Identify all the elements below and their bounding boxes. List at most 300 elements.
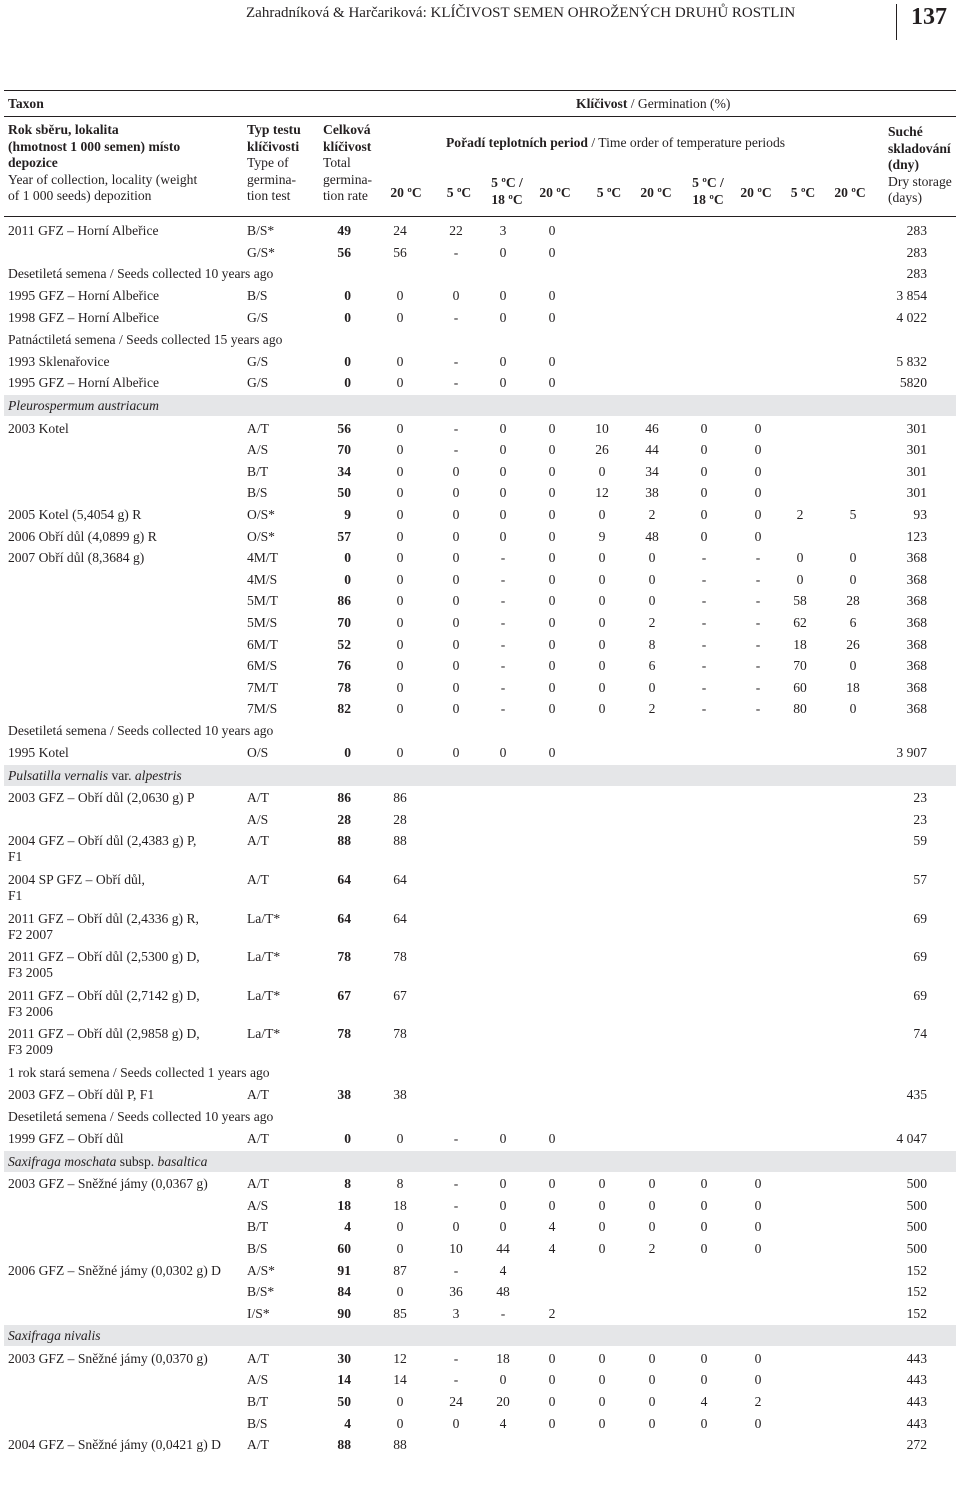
germination-cell: 4: [548, 1219, 556, 1235]
total-germination-cell: 86: [337, 593, 351, 609]
germination-cell: 56: [393, 244, 407, 260]
header-test-cz-2: klíčivosti: [247, 138, 300, 154]
germination-cell: 0: [754, 1219, 762, 1235]
total-germination-cell: 64: [337, 872, 351, 887]
germination-cell: 0: [700, 1197, 708, 1213]
germination-cell: -: [453, 1176, 459, 1192]
test-type-cell: I/S*: [247, 1305, 270, 1321]
dry-storage-cell: 301: [906, 442, 927, 458]
temp-header-2: [434, 184, 484, 201]
germination-cell: 0: [849, 701, 857, 717]
germination-cell: 0: [548, 420, 556, 436]
germination-cell: 0: [598, 1350, 606, 1366]
test-type-cell: La/T*: [247, 949, 281, 965]
total-germination-cell: 0: [344, 1131, 351, 1146]
collection-cell: 1999 GFZ – Obří důl: [8, 1131, 124, 1146]
dry-storage-cell: 3 907: [896, 745, 927, 761]
germination-cell: 0: [396, 658, 404, 674]
germination-cell: 0: [548, 244, 556, 260]
germination-cell: 0: [700, 442, 708, 458]
germination-cell: 0: [499, 310, 507, 325]
germination-cell: 0: [754, 1197, 762, 1213]
temp-header-line: 18 ºC: [491, 192, 523, 207]
germination-cell: 0: [598, 1197, 606, 1213]
total-germination-cell: 4: [344, 1415, 351, 1431]
germination-cell: 2: [648, 701, 656, 717]
germination-cell: -: [500, 679, 506, 695]
header-total-column: [323, 122, 372, 205]
temp-header-line: 18 ºC: [692, 192, 724, 207]
test-type-cell: B/T: [247, 1394, 269, 1409]
species-name-genus: Pulsatilla vernalis: [8, 767, 109, 783]
header-temp-order: [446, 136, 785, 150]
header-total-en-3: tion rate: [323, 188, 368, 203]
collection-cell: 2011 GFZ – Horní Albeřice: [8, 223, 159, 238]
germination-cell: 14: [393, 1372, 407, 1388]
collection-cell: 2004 SP GFZ – Obří důl,: [8, 872, 145, 887]
germination-cell: -: [701, 571, 707, 587]
germination-cell: 0: [452, 528, 460, 544]
species-name: [8, 1329, 101, 1343]
germination-cell: 8: [396, 1176, 404, 1192]
germination-cell: 0: [598, 506, 606, 522]
total-germination-cell: 50: [337, 1394, 351, 1409]
germination-cell: 9: [598, 528, 606, 544]
temp-header-10: [825, 184, 875, 201]
germination-cell: -: [755, 614, 761, 630]
test-type-cell: La/T*: [247, 910, 281, 926]
header-storage-column: [888, 124, 952, 207]
germination-cell: 0: [648, 593, 656, 609]
test-type-cell: La/T*: [247, 1026, 281, 1042]
collection-cell: 2003 GFZ – Sněžné jámy (0,0367 g): [8, 1176, 208, 1192]
collection-cell: 2004 GFZ – Sněžné jámy (0,0421 g) D: [8, 1437, 221, 1453]
dry-storage-cell: 23: [913, 811, 927, 827]
germination-cell: 0: [548, 1350, 556, 1366]
header-bottom-rule: [4, 216, 956, 217]
header-storage-en-1: Dry storage: [888, 173, 952, 189]
test-type-cell: B/S: [247, 1240, 268, 1256]
test-type-cell: 6M/T: [247, 636, 278, 652]
germination-cell: -: [701, 701, 707, 717]
page-number: 137: [911, 4, 947, 30]
germination-cell: 2: [548, 1305, 556, 1321]
dry-storage-cell: 152: [906, 1305, 927, 1321]
germination-cell: 0: [598, 1219, 606, 1235]
germination-cell: 0: [648, 1219, 656, 1235]
germination-cell: 0: [499, 244, 507, 260]
germination-cell: 0: [700, 1415, 708, 1431]
germination-cell: -: [500, 1305, 506, 1321]
germination-cell: 26: [846, 636, 860, 652]
germination-cell: -: [755, 593, 761, 609]
germination-cell: 0: [700, 1372, 708, 1388]
germination-cell: -: [453, 442, 459, 458]
germination-cell: 5: [849, 506, 857, 522]
germination-cell: -: [453, 1131, 459, 1146]
test-type-cell: A/S: [247, 442, 269, 458]
germination-cell: 38: [393, 1087, 407, 1103]
total-germination-cell: 0: [344, 288, 351, 304]
germination-cell: 0: [499, 353, 507, 369]
germination-cell: 0: [700, 420, 708, 436]
test-type-cell: B/S*: [247, 1284, 275, 1300]
header-storage-cz-2: skladování: [888, 140, 951, 156]
germination-cell: 0: [754, 1240, 762, 1256]
germination-cell: 26: [595, 442, 609, 458]
germination-cell: 67: [393, 987, 407, 1003]
total-germination-cell: 9: [344, 506, 351, 522]
collection-cell-line2: F1: [8, 888, 23, 903]
germination-cell: 36: [449, 1284, 463, 1300]
germination-cell: 0: [548, 745, 556, 761]
germination-cell: 2: [648, 1240, 656, 1256]
germination-cell: 44: [496, 1240, 510, 1256]
germination-cell: 20: [496, 1394, 510, 1409]
test-type-cell: A/S: [247, 1372, 269, 1388]
species-name-infra: alpestris: [134, 767, 182, 783]
germination-cell: 0: [499, 1372, 507, 1388]
total-germination-cell: 88: [337, 1437, 351, 1453]
germination-cell: 48: [496, 1284, 510, 1300]
germination-cell: 0: [548, 636, 556, 652]
collection-cell: 2004 GFZ – Obří důl (2,4383 g) P,: [8, 833, 197, 849]
test-type-cell: A/S*: [247, 1262, 275, 1278]
germination-cell: 0: [754, 442, 762, 458]
germination-cell: 0: [499, 1176, 507, 1192]
germination-cell: 0: [648, 550, 656, 566]
germination-cell: 0: [648, 1350, 656, 1366]
germination-cell: 0: [499, 420, 507, 436]
header-storage-cz-1: Suché: [888, 124, 923, 139]
collection-cell: 2006 GFZ – Sněžné jámy (0,0302 g) D: [8, 1262, 221, 1278]
dry-storage-cell: 368: [906, 550, 927, 566]
total-germination-cell: 91: [337, 1262, 351, 1278]
collection-cell-line2: F3 2006: [8, 1003, 53, 1019]
germination-cell: 0: [396, 1415, 404, 1431]
temp-header-6: [631, 184, 681, 201]
germination-cell: 12: [393, 1350, 407, 1366]
temp-header-line: 20 ºC: [539, 185, 571, 200]
total-germination-cell: 78: [337, 1026, 351, 1042]
total-germination-cell: 86: [337, 790, 351, 806]
test-type-cell: 5M/S: [247, 614, 278, 630]
germination-cell: 0: [452, 463, 460, 479]
germination-cell: 78: [393, 949, 407, 965]
total-germination-cell: 82: [337, 701, 351, 717]
germination-cell: 0: [598, 1176, 606, 1192]
header-germination-en: / Germination (%): [627, 96, 731, 111]
header-storage-cz-3: (dny): [888, 157, 919, 172]
collection-cell: 1993 Sklenařovice: [8, 353, 110, 369]
germination-cell: 0: [548, 485, 556, 501]
temp-header-line: 20 ºC: [390, 185, 422, 200]
test-type-cell: A/T: [247, 1087, 269, 1103]
germination-cell: 80: [793, 701, 807, 717]
test-type-cell: 7M/S: [247, 701, 278, 717]
germination-cell: 0: [754, 1372, 762, 1388]
dry-storage-cell: 500: [906, 1176, 927, 1192]
header-temp-order-en: / Time order of temperature periods: [587, 135, 786, 150]
germination-cell: 2: [754, 1394, 762, 1409]
germination-cell: 70: [793, 658, 807, 674]
total-germination-cell: 67: [337, 987, 351, 1003]
total-germination-cell: 34: [337, 463, 351, 479]
species-name-infra: basaltica: [157, 1153, 208, 1169]
test-type-cell: A/T: [247, 833, 269, 849]
test-type-cell: A/T: [247, 1131, 269, 1146]
germination-cell: 0: [648, 571, 656, 587]
test-type-cell: 5M/T: [247, 593, 278, 609]
header-test-column: [247, 122, 301, 205]
germination-cell: 0: [499, 1131, 507, 1146]
test-type-cell: G/S: [247, 353, 269, 369]
germination-cell: 0: [700, 528, 708, 544]
header-test-en-2: germina-: [247, 171, 297, 187]
collection-cell: 1995 Kotel: [8, 745, 69, 761]
germination-cell: 6: [849, 614, 857, 630]
germination-cell: 18: [846, 679, 860, 695]
germination-cell: 0: [452, 1415, 460, 1431]
test-type-cell: A/S: [247, 1197, 269, 1213]
collection-cell: 2011 GFZ – Obří důl (2,5300 g) D,: [8, 949, 200, 965]
germination-cell: 0: [548, 442, 556, 458]
germination-cell: 0: [648, 1197, 656, 1213]
collection-cell: 2007 Obří důl (8,3684 g): [8, 550, 145, 566]
germination-cell: 0: [396, 636, 404, 652]
test-type-cell: G/S: [247, 375, 269, 391]
germination-cell: 0: [598, 571, 606, 587]
germination-cell: 0: [452, 506, 460, 522]
germination-cell: 0: [452, 701, 460, 717]
test-type-cell: B/T: [247, 463, 269, 479]
dry-storage-cell: 368: [906, 593, 927, 609]
germination-cell: 0: [754, 1350, 762, 1366]
germination-cell: 88: [393, 1437, 407, 1453]
dry-storage-cell: 500: [906, 1197, 927, 1213]
germination-cell: -: [701, 593, 707, 609]
species-name-rank: var.: [108, 767, 135, 783]
germination-cell: 0: [499, 745, 507, 761]
germination-cell: 0: [396, 550, 404, 566]
temp-header-line: 20 ºC: [740, 185, 772, 200]
germination-cell: 64: [393, 910, 407, 926]
header-year-en-2: of 1 000 seeds) depozition: [8, 188, 152, 203]
germination-cell: 24: [393, 223, 407, 238]
test-type-cell: O/S*: [247, 506, 275, 522]
temp-header-7: [683, 174, 733, 208]
germination-cell: 22: [449, 223, 463, 238]
germination-cell: -: [500, 658, 506, 674]
germination-cell: 0: [396, 375, 404, 391]
collection-cell-line2: F2 2007: [8, 926, 53, 942]
header-test-cz-1: Typ testu: [247, 122, 301, 137]
temp-header-1: [381, 184, 431, 201]
dry-storage-cell: 5 832: [896, 353, 927, 369]
germination-cell: 0: [499, 463, 507, 479]
germination-cell: 0: [849, 658, 857, 674]
germination-cell: 0: [598, 1415, 606, 1431]
total-germination-cell: 84: [337, 1284, 351, 1300]
header-year-column: [8, 122, 197, 205]
total-germination-cell: 49: [337, 223, 351, 238]
germination-cell: 0: [548, 593, 556, 609]
running-head: [246, 6, 795, 21]
total-germination-cell: 30: [337, 1350, 351, 1366]
species-name: [8, 399, 159, 413]
germination-cell: 4: [499, 1262, 507, 1278]
germination-cell: 0: [598, 658, 606, 674]
temp-header-4: [530, 184, 580, 201]
germination-cell: 4: [548, 1240, 556, 1256]
germination-cell: 0: [548, 288, 556, 304]
germination-cell: 0: [396, 420, 404, 436]
germination-cell: -: [453, 375, 459, 391]
germination-cell: 0: [396, 310, 404, 325]
header-total-en-2: germina-: [323, 171, 373, 187]
germination-cell: 0: [700, 1176, 708, 1192]
subgroup-label: 1 rok stará semena / Seeds collected 1 years ago: [8, 1065, 270, 1080]
dry-storage-cell: 443: [906, 1372, 927, 1388]
dry-storage-cell: 123: [906, 528, 927, 544]
dry-storage-cell: 368: [906, 571, 927, 587]
germination-cell: 0: [648, 1176, 656, 1192]
germination-cell: 0: [548, 1415, 556, 1431]
germination-cell: 0: [548, 375, 556, 391]
germination-cell: 2: [648, 614, 656, 630]
header-year-en-1: Year of collection, locality (weight: [8, 171, 198, 187]
test-type-cell: B/S*: [247, 223, 275, 238]
dry-storage-cell: 57: [913, 872, 927, 887]
germination-cell: -: [701, 679, 707, 695]
collection-cell-line2: F3 2005: [8, 965, 53, 981]
germination-cell: 0: [452, 614, 460, 630]
test-type-cell: A/T: [247, 872, 269, 887]
test-type-cell: 4M/S: [247, 571, 278, 587]
germination-cell: 0: [499, 375, 507, 391]
germination-cell: 0: [499, 485, 507, 501]
germination-cell: 24: [449, 1394, 463, 1409]
germination-cell: 0: [452, 745, 460, 761]
germination-cell: -: [500, 593, 506, 609]
germination-cell: 0: [700, 1350, 708, 1366]
subgroup-label: Desetiletá semena / Seeds collected 10 years ago: [8, 266, 274, 282]
dry-storage-cell: 152: [906, 1262, 927, 1278]
dry-storage-cell: 59: [913, 833, 927, 849]
germination-cell: 0: [396, 1284, 404, 1300]
germination-cell: -: [701, 636, 707, 652]
germination-cell: -: [701, 550, 707, 566]
germination-cell: 0: [548, 1176, 556, 1192]
germination-cell: -: [453, 244, 459, 260]
germination-cell: 3: [452, 1305, 460, 1321]
collection-cell: 2003 GFZ – Sněžné jámy (0,0370 g): [8, 1350, 208, 1366]
temp-header-line: 5 ºC: [446, 185, 472, 200]
temp-header-line: 5 ºC: [596, 185, 622, 200]
germination-cell: 0: [548, 658, 556, 674]
collection-cell: 2003 Kotel: [8, 420, 69, 436]
total-germination-cell: 0: [344, 745, 351, 761]
germination-cell: 0: [754, 485, 762, 501]
germination-cell: 0: [396, 528, 404, 544]
germination-cell: 0: [396, 288, 404, 304]
germination-cell: 4: [700, 1394, 708, 1409]
total-germination-cell: 50: [337, 485, 351, 501]
temp-header-line: 20 ºC: [834, 185, 866, 200]
test-type-cell: 7M/T: [247, 679, 278, 695]
species-name: [8, 769, 182, 783]
germination-cell: 0: [452, 593, 460, 609]
germination-cell: 0: [452, 571, 460, 587]
germination-cell: 0: [754, 1176, 762, 1192]
header-germination: [576, 97, 730, 111]
subgroup-label: Desetiletá semena / Seeds collected 10 years ago: [8, 722, 274, 738]
total-germination-cell: 0: [344, 310, 351, 325]
header-germination-cz: Klíčivost: [576, 96, 628, 111]
dry-storage-cell: 283: [906, 266, 927, 282]
total-germination-cell: 60: [337, 1240, 351, 1256]
germination-cell: 0: [700, 485, 708, 501]
dry-storage-cell: 435: [906, 1087, 927, 1103]
germination-cell: 0: [499, 528, 507, 544]
germination-cell: 0: [548, 1394, 556, 1409]
germination-cell: -: [453, 1197, 459, 1213]
germination-cell: -: [500, 701, 506, 717]
germination-cell: 0: [499, 506, 507, 522]
total-germination-cell: 78: [337, 949, 351, 965]
germination-cell: 6: [648, 658, 656, 674]
header-total-en-1: Total: [323, 155, 351, 170]
germination-cell: 0: [548, 223, 556, 238]
germination-cell: 0: [396, 485, 404, 501]
germination-cell: 0: [396, 1394, 404, 1409]
germination-cell: 0: [598, 463, 606, 479]
germination-cell: 0: [396, 506, 404, 522]
germination-cell: -: [701, 614, 707, 630]
test-type-cell: G/S*: [247, 244, 275, 260]
germination-cell: -: [755, 571, 761, 587]
germination-cell: 0: [452, 658, 460, 674]
dry-storage-cell: 301: [906, 420, 927, 436]
germination-cell: 85: [393, 1305, 407, 1321]
total-germination-cell: 52: [337, 636, 351, 652]
test-type-cell: O/S*: [247, 528, 275, 544]
germination-cell: 0: [598, 636, 606, 652]
test-type-cell: 4M/T: [247, 550, 278, 566]
germination-cell: 0: [548, 1131, 556, 1146]
header-year-cz-3: depozice: [8, 155, 58, 170]
germination-cell: 18: [793, 636, 807, 652]
germination-cell: 0: [598, 1240, 606, 1256]
germination-cell: 18: [393, 1197, 407, 1213]
dry-storage-cell: 283: [906, 244, 927, 260]
species-name-genus: Saxifraga moschata: [8, 1153, 117, 1169]
running-head-divider: [896, 4, 897, 40]
total-germination-cell: 8: [344, 1176, 351, 1192]
collection-cell: 1995 GFZ – Horní Albeřice: [8, 375, 160, 391]
total-germination-cell: 57: [337, 528, 351, 544]
dry-storage-cell: 4 047: [896, 1131, 927, 1146]
germination-cell: 0: [452, 485, 460, 501]
germination-cell: -: [500, 550, 506, 566]
temp-header-line: 5 ºC: [790, 185, 816, 200]
collection-cell: 2005 Kotel (5,4054 g) R: [8, 506, 142, 522]
germination-cell: 2: [796, 506, 804, 522]
total-germination-cell: 18: [337, 1197, 351, 1213]
collection-cell: 2003 GFZ – Obří důl P, F1: [8, 1087, 155, 1103]
dry-storage-cell: 500: [906, 1240, 927, 1256]
total-germination-cell: 28: [337, 811, 351, 827]
